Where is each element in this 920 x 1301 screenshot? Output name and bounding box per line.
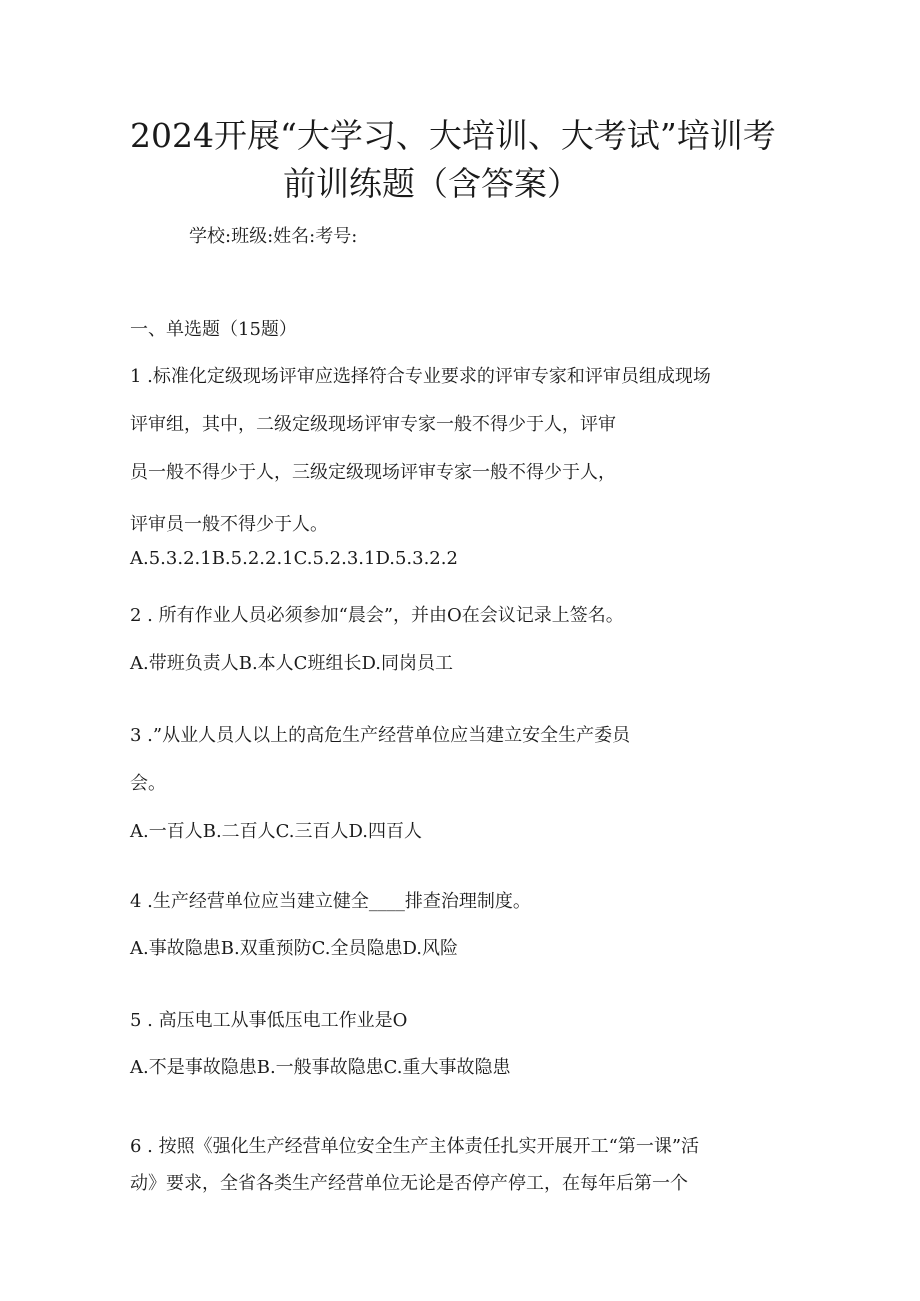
question-3-options: A.一百人B.二百人C.三百人D.四百人 — [130, 821, 423, 842]
document-title-line1: 2024开展“大学习、大培训、大考试”培训考 — [130, 116, 776, 155]
question-2-options: A.带班负责人B.本人C班组长D.同岗员工 — [130, 653, 453, 674]
question-1-line-4: 评审员一般不得少于人。 — [130, 514, 328, 535]
question-4-line-1: 4 .生产经营单位应当建立健全____排查治理制度。 — [130, 891, 531, 912]
document-title-line2: 前训练题（含答案） — [283, 164, 580, 203]
question-5-line-1: 5 . 高压电工从事低压电工作业是O — [130, 1010, 408, 1031]
section-heading: 一、单选题（15题） — [130, 319, 297, 340]
question-2-line-1: 2 . 所有作业人员必须参加“晨会”，并由O在会议记录上签名。 — [130, 605, 624, 626]
question-1-line-1: 1 .标准化定级现场评审应选择符合专业要求的评审专家和评审员组成现场 — [130, 366, 711, 387]
student-info-line: 学校:班级:姓名:考号: — [189, 226, 358, 247]
question-6-line-1: 6 . 按照《强化生产经营单位安全生产主体责任扎实开展开工“第一课”活 — [130, 1136, 700, 1157]
question-4-options: A.事故隐患B.双重预防C.全员隐患D.风险 — [130, 938, 459, 959]
question-6-line-2: 动》要求，全省各类生产经营单位无论是否停产停工，在每年后第一个 — [130, 1173, 688, 1194]
question-1-options: A.5.3.2.1B.5.2.2.1C.5.2.3.1D.5.3.2.2 — [130, 548, 458, 569]
question-5-options: A.不是事故隐患B.一般事故隐患C.重大事故隐患 — [130, 1057, 511, 1078]
question-1-line-2: 评审组，其中，二级定级现场评审专家一般不得少于人，评审 — [130, 414, 616, 435]
question-1-line-3: 员一般不得少于人，三级定级现场评审专家一般不得少于人， — [130, 462, 616, 483]
question-3-line-1: 3 .”从业人员人以上的高危生产经营单位应当建立安全生产委员 — [130, 725, 631, 746]
question-3-line-2: 会。 — [130, 773, 166, 794]
